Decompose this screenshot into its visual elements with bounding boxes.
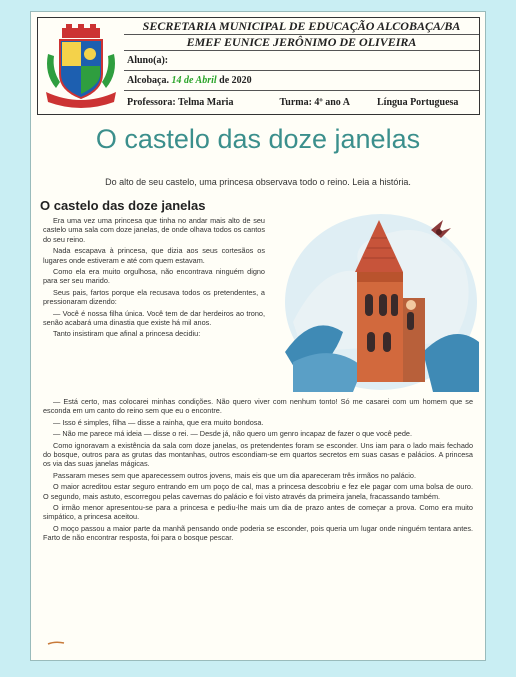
student-name-field[interactable] — [124, 51, 479, 71]
paragraph: O moço passou a maior parte da manhã pensando onde poderia se esconder, pois queria um lugar onde ninguém tentara antes. Farto de não encontrar resposta, foi para o bosque pescar. — [43, 523, 473, 543]
secretaria-heading: SECRETARIA MUNICIPAL DE EDUCAÇÃO ALCOBAÇA/BA — [124, 18, 479, 35]
date-row — [124, 71, 479, 91]
paragraph: Tanto insistiram que afinal a princesa decidiu: — [53, 329, 201, 339]
paragraph: — Isso é simples, filha — disse a rainha, que era muito bondosa. — [53, 417, 264, 427]
paragraph: — Você é nossa filha única. Você tem de dar herdeiros ao trono, senão acabará uma dinastia que existe há mil anos. — [43, 308, 265, 328]
story-full-width — [43, 397, 473, 545]
subject-label: Língua Portuguesa — [377, 97, 459, 108]
castle-tower-illustration — [283, 202, 480, 392]
worksheet-page — [30, 11, 486, 661]
city-label: Alcobaça. — [127, 75, 169, 86]
page-title: O castelo das doze janelas — [95, 124, 421, 154]
paragraph: Passaram meses sem que aparecessem outros jovens, mais eis que um dia apareceram três irmãos no palácio. — [53, 470, 416, 480]
class-row — [124, 91, 479, 114]
paragraph: — Está certo, mas colocarei minhas condições. Não quero viver com nenhum tonto! Só me casarei com um homem que se esconda em um canto do reino sem que eu o encontre. — [43, 397, 473, 416]
paragraph: Seus pais, fartos porque ela recusava todos os pretendentes, a pressionaram dizendo: — [43, 287, 265, 307]
paragraph: O maior acreditou estar seguro entrando em um poço de cal, mas a princesa descobriu e fez ele pagar com uma bolsa de ouro. O segundo, mais astuto, escorregou pelas cavernas do palácio e foi visto através da primeira janela, fracassando também. — [43, 482, 473, 501]
class-label: Turma: 4º ano A — [279, 97, 350, 108]
pen-mark-icon — [47, 640, 65, 646]
paragraph: Era uma vez uma princesa que tinha no andar mais alto de seu castelo uma sala com doze janelas, de onde olhava todos os cantos do seu reino. — [43, 216, 265, 244]
date-value: 14 de Abril — [171, 75, 217, 86]
story-title: O castelo das doze janelas — [40, 198, 206, 213]
intro-text: Do alto de seu castelo, uma princesa observava todo o reino. Leia a história. — [105, 177, 411, 187]
year-value: de 2020 — [219, 75, 252, 86]
paragraph: Como ignoravam a existência da sala com doze janelas, os pretendentes foram se esconder. Uns iam para o lado mais fechado do bosque, outros para as grutas das montanhas, outros escondiam-se em quartos secretos em suas casas e palácios. A princesa os via das suas janelas mágicas. — [43, 440, 473, 469]
paragraph: Nada escapava à princesa, que dizia aos seus cortesãos os lugares onde estiveram e até com quem estavam. — [43, 246, 265, 265]
school-header — [37, 17, 480, 115]
student-label: Aluno(a): — [127, 55, 169, 66]
paragraph: O irmão menor apresentou-se para a princesa e pediu-lhe mais um dia de prazo antes de começar a prova. Como era muito simpático, a princesa aceitou. — [43, 503, 473, 522]
story-column — [43, 216, 265, 341]
school-name: EMEF EUNICE JERÔNIMO DE OLIVEIRA — [124, 35, 479, 51]
paragraph: — Não me parece má ideia — disse o rei. — Desde já, não quero um genro incapaz de fazer o que você pede. — [53, 429, 412, 439]
paragraph: Como ela era muito orgulhosa, não encontrava ninguém digno para ser seu marido. — [43, 267, 265, 286]
teacher-label: Professora: Telma Maria — [127, 97, 234, 108]
municipal-crest-icon — [42, 24, 120, 110]
